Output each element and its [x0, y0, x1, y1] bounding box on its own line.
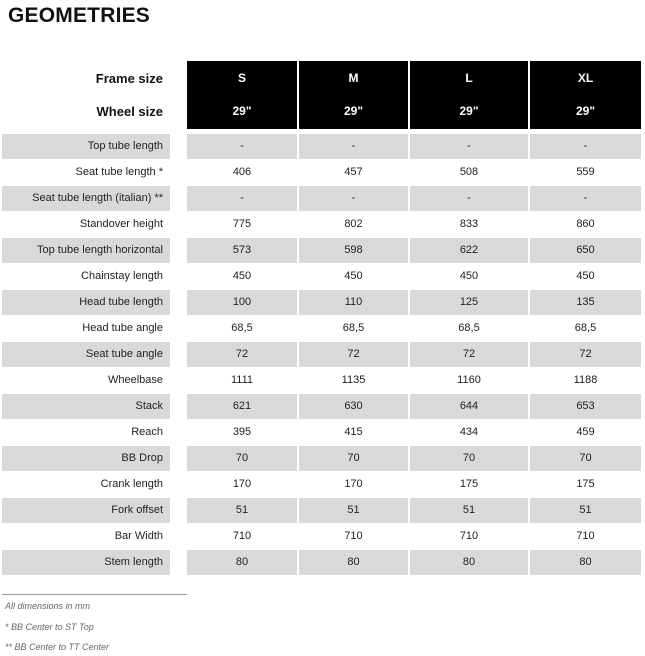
value-s: 68,5: [231, 322, 253, 334]
value-l: 710: [459, 530, 479, 542]
frame-size-header-row: [0, 61, 645, 96]
size-header-m: M: [299, 61, 408, 96]
row-label: Top tube length horizontal: [2, 238, 170, 263]
value-xl: 1188: [573, 374, 598, 386]
value-m: 457: [344, 166, 363, 178]
value-s: 450: [232, 270, 252, 282]
value-s: 51: [187, 498, 297, 523]
table-row: [0, 316, 645, 341]
wheel-size-header-row: [0, 94, 645, 129]
value-m: 170: [344, 478, 363, 490]
row-label: Seat tube length (italian) **: [2, 186, 170, 211]
value-l: 175: [459, 478, 479, 490]
value-xl: -: [530, 186, 641, 211]
value-l: 622: [410, 238, 528, 263]
row-label: Reach: [131, 426, 163, 438]
value-m: 710: [344, 530, 363, 542]
footnote-bb-tt-center: ** BB Center to TT Center: [5, 642, 110, 652]
value-l: 72: [410, 342, 528, 367]
row-label: Stem length: [2, 550, 170, 575]
value-m: 110: [299, 290, 408, 315]
value-xl: 860: [576, 218, 595, 230]
value-s: 573: [187, 238, 297, 263]
value-l: 450: [459, 270, 479, 282]
row-label: Bar Width: [114, 530, 163, 542]
value-xl: 72: [530, 342, 641, 367]
value-l: 68,5: [458, 322, 480, 334]
footnote-bb-st-top: * BB Center to ST Top: [5, 622, 94, 632]
row-label: Head tube angle: [82, 322, 163, 334]
value-m: 80: [299, 550, 408, 575]
value-xl: 559: [576, 166, 595, 178]
value-l: -: [410, 134, 528, 159]
table-row: [0, 290, 645, 315]
value-m: -: [299, 134, 408, 159]
table-row: [0, 420, 645, 445]
row-label: Top tube length: [2, 134, 170, 159]
value-l: 125: [410, 290, 528, 315]
value-xl: -: [530, 134, 641, 159]
row-label: Seat tube length *: [75, 166, 163, 178]
value-m: 630: [299, 394, 408, 419]
value-xl: 653: [530, 394, 641, 419]
table-row: [0, 342, 645, 367]
value-l: 1160: [457, 374, 481, 386]
row-label: Crank length: [100, 478, 163, 490]
row-label: Fork offset: [2, 498, 170, 523]
value-xl: 175: [576, 478, 595, 490]
value-l: -: [410, 186, 528, 211]
wheel-size-l: 29": [410, 94, 528, 129]
table-row: [0, 498, 645, 523]
value-m: -: [299, 186, 408, 211]
value-xl: 650: [530, 238, 641, 263]
value-s: 775: [232, 218, 252, 230]
wheel-size-label: Wheel size: [96, 104, 163, 119]
value-xl: 135: [530, 290, 641, 315]
value-xl: 710: [576, 530, 595, 542]
row-label: Head tube length: [2, 290, 170, 315]
value-m: 450: [344, 270, 363, 282]
value-s: 80: [187, 550, 297, 575]
frame-size-label: Frame size: [95, 71, 163, 86]
value-s: -: [187, 186, 297, 211]
value-l: 833: [459, 218, 479, 230]
value-s: 395: [232, 426, 252, 438]
value-m: 802: [344, 218, 363, 230]
value-xl: 70: [530, 446, 641, 471]
value-s: 710: [232, 530, 252, 542]
footnote-dimensions: All dimensions in mm: [5, 601, 91, 611]
value-l: 80: [410, 550, 528, 575]
value-m: 72: [299, 342, 408, 367]
table-row: [0, 550, 645, 575]
footnote-divider: [2, 594, 187, 595]
wheel-size-xl: 29": [530, 94, 641, 129]
table-row: [0, 394, 645, 419]
value-s: 72: [187, 342, 297, 367]
value-xl: 51: [530, 498, 641, 523]
value-xl: 450: [576, 270, 595, 282]
table-row: [0, 212, 645, 237]
value-xl: 459: [576, 426, 595, 438]
value-s: 406: [232, 166, 252, 178]
size-header-xl: XL: [530, 61, 641, 96]
value-m: 70: [299, 446, 408, 471]
value-s: 1111: [230, 374, 254, 386]
value-l: 51: [410, 498, 528, 523]
size-header-l: L: [410, 61, 528, 96]
row-label: Wheelbase: [107, 374, 163, 386]
value-l: 434: [459, 426, 479, 438]
value-m: 68,5: [342, 322, 365, 334]
wheel-size-s: 29": [187, 94, 297, 129]
row-label: Stack: [2, 394, 170, 419]
page-title: GEOMETRIES: [8, 4, 151, 27]
row-label: Chainstay length: [81, 270, 163, 282]
table-row: [0, 134, 645, 159]
row-label: BB Drop: [2, 446, 170, 471]
value-l: 644: [410, 394, 528, 419]
value-s: 170: [232, 478, 252, 490]
row-label: Standover height: [79, 218, 163, 230]
value-xl: 80: [530, 550, 641, 575]
row-label: Seat tube angle: [2, 342, 170, 367]
value-m: 415: [344, 426, 363, 438]
table-row: [0, 160, 645, 185]
table-row: [0, 238, 645, 263]
table-row: [0, 368, 645, 393]
value-xl: 68,5: [574, 322, 597, 334]
table-row: [0, 264, 645, 289]
table-row: [0, 472, 645, 497]
value-s: 621: [187, 394, 297, 419]
wheel-size-m: 29": [299, 94, 408, 129]
table-row: [0, 446, 645, 471]
table-row: [0, 524, 645, 549]
value-s: 70: [187, 446, 297, 471]
value-m: 598: [299, 238, 408, 263]
value-m: 1135: [341, 374, 366, 386]
value-l: 70: [410, 446, 528, 471]
value-l: 508: [459, 166, 479, 178]
value-s: 100: [187, 290, 297, 315]
value-m: 51: [299, 498, 408, 523]
table-row: [0, 186, 645, 211]
value-s: -: [187, 134, 297, 159]
size-header-s: S: [187, 61, 297, 96]
